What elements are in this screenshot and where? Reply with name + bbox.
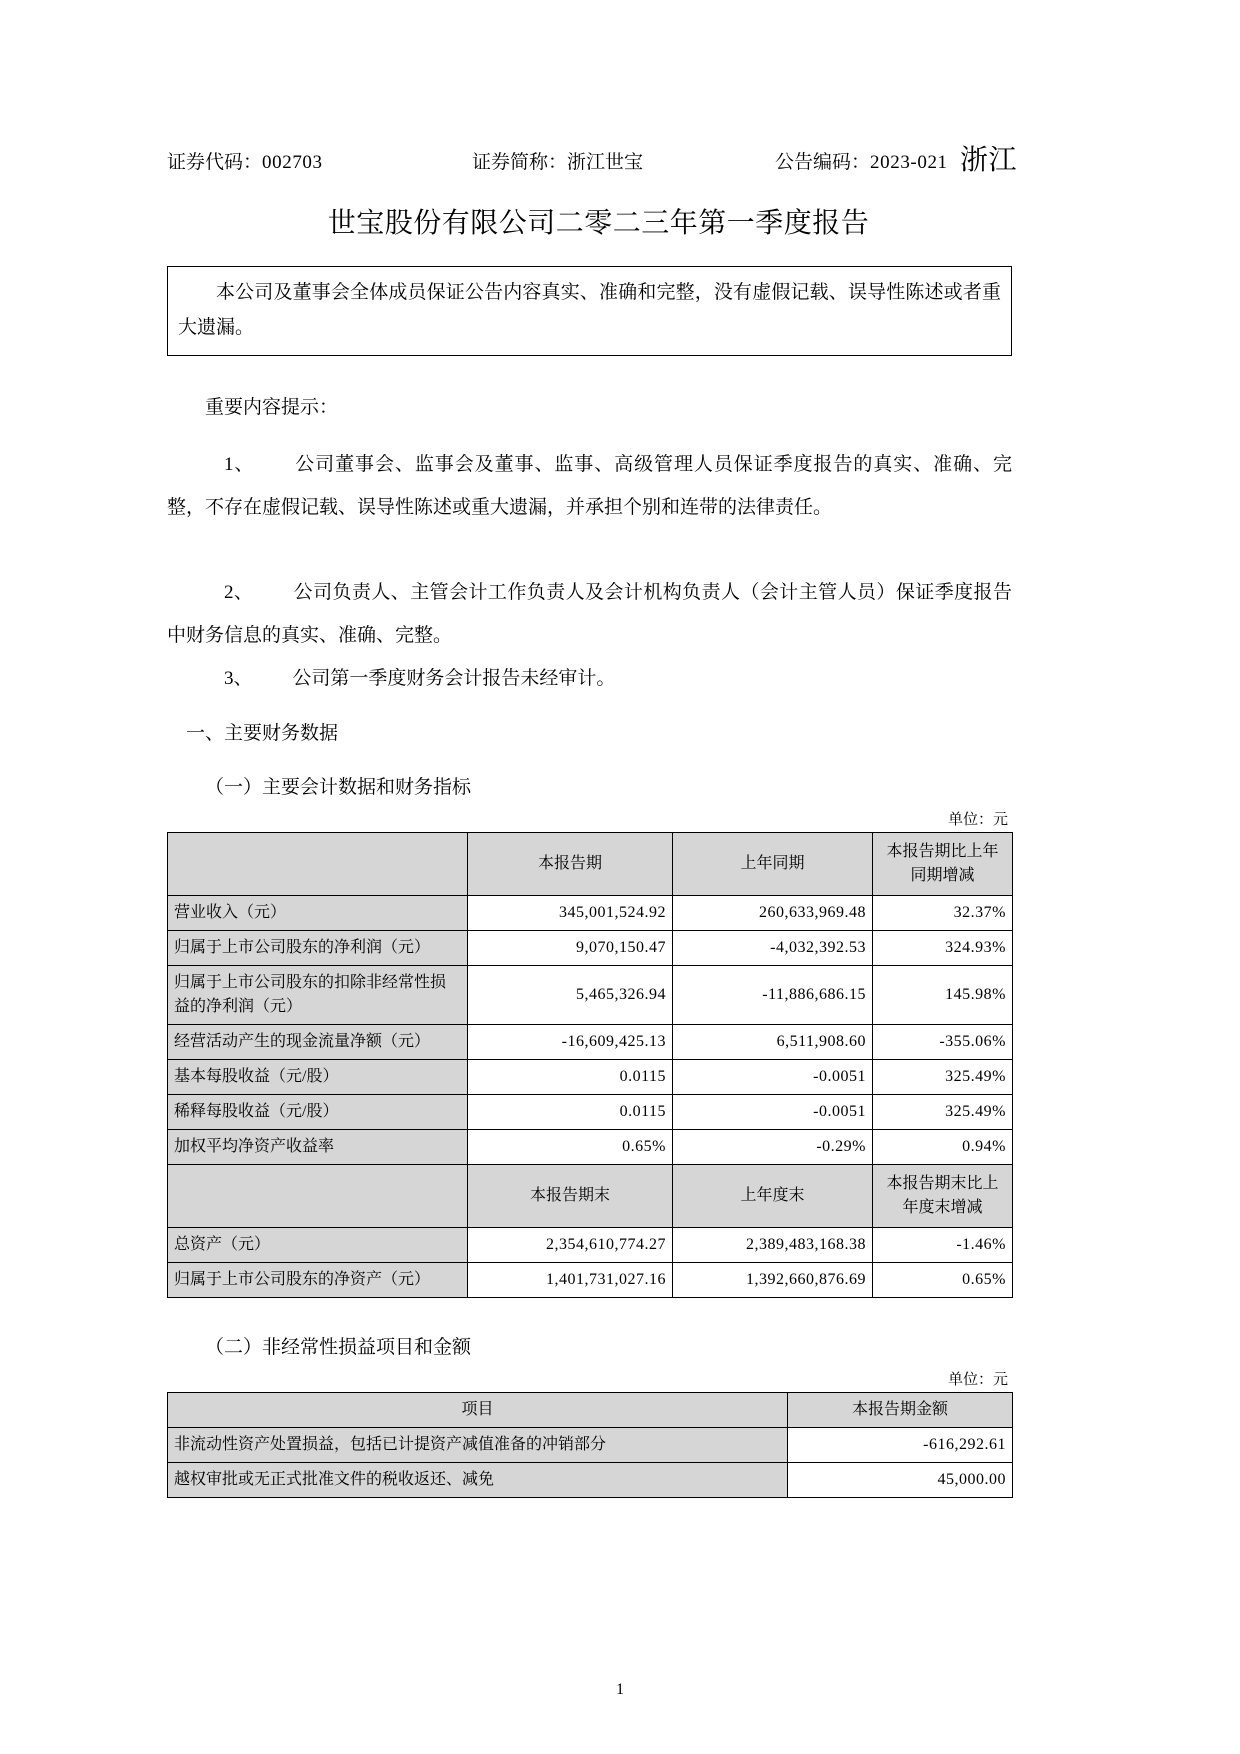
row-current-value: 0.0115 — [468, 1095, 673, 1130]
row-previous-value: -0.29% — [673, 1130, 873, 1165]
table2-header-amount: 本报告期金额 — [788, 1393, 1013, 1428]
row-label: 加权平均净资产收益率 — [168, 1130, 468, 1165]
table-header-change: 本报告期比上年同期增减 — [873, 833, 1013, 896]
row-label: 归属于上市公司股东的净利润（元） — [168, 931, 468, 966]
row-previous-value: -4,032,392.53 — [673, 931, 873, 966]
row-item: 非流动性资产处置损益，包括已计提资产减值准备的冲销部分 — [168, 1428, 788, 1463]
row-current-value: 5,465,326.94 — [468, 966, 673, 1025]
row-change-value: 32.37% — [873, 896, 1013, 931]
table-row — [168, 1228, 1013, 1263]
row-change-value: 325.49% — [873, 1095, 1013, 1130]
table-header-current-period-end: 本报告期末 — [468, 1165, 673, 1228]
row-previous-value: 2,389,483,168.38 — [673, 1228, 873, 1263]
table-row — [168, 1095, 1013, 1130]
row-current-value: 0.0115 — [468, 1060, 673, 1095]
row-current-value: 345,001,524.92 — [468, 896, 673, 931]
row-item: 越权审批或无正式批准文件的税收返还、减免 — [168, 1463, 788, 1498]
row-current-value: 1,401,731,027.16 — [468, 1263, 673, 1298]
table-header-row-period-end — [168, 1165, 1013, 1228]
row-current-value: -16,609,425.13 — [468, 1025, 673, 1060]
announcement-number — [775, 148, 948, 178]
row-previous-value: 260,633,969.48 — [673, 896, 873, 931]
table-row — [168, 1428, 1013, 1463]
notice-item-3 — [167, 657, 1012, 700]
security-code — [167, 148, 323, 178]
responsibility-statement-text: 本公司及董事会全体成员保证公告内容真实、准确和完整，没有虚假记载、误导性陈述或者重大遗漏。 — [178, 282, 1001, 338]
row-change-value: -1.46% — [873, 1228, 1013, 1263]
row-label: 总资产（元） — [168, 1228, 468, 1263]
row-amount: -616,292.61 — [788, 1428, 1013, 1463]
table-row — [168, 1060, 1013, 1095]
security-abbr-label: 证券简称： — [472, 152, 568, 173]
security-abbreviation — [472, 148, 643, 178]
notice-item-1-number: 1、 — [224, 454, 255, 475]
notice-heading: 重要内容提示： — [205, 397, 339, 418]
notice-item-1-text: 公司董事会、监事会及董事、监事、高级管理人员保证季度报告的真实、准确、完整，不存在虚假记载、误导性陈述或重大遗漏，并承担个别和连带的法律责任。 — [167, 454, 1012, 518]
notice-item-2-text: 公司负责人、主管会计工作负责人及会计机构负责人（会计主管人员）保证季度报告中财务信息的真实、准确、完整。 — [167, 582, 1012, 646]
responsibility-statement-box — [167, 266, 1012, 356]
row-label: 稀释每股收益（元/股） — [168, 1095, 468, 1130]
table-header-change-2: 本报告期末比上年度末增减 — [873, 1165, 1013, 1228]
row-current-value: 0.65% — [468, 1130, 673, 1165]
table-header-blank-2 — [168, 1165, 468, 1228]
table-header-blank — [168, 833, 468, 896]
row-previous-value: -0.0051 — [673, 1060, 873, 1095]
table-row — [168, 1463, 1013, 1498]
table-row — [168, 931, 1013, 966]
page-title: 世宝股份有限公司二零二三年第一季度报告 — [327, 208, 870, 239]
unit-label-table1: 单位：元 — [947, 812, 1008, 828]
security-code-value: 002703 — [262, 152, 323, 173]
row-label: 归属于上市公司股东的净资产（元） — [168, 1263, 468, 1298]
table-header-current-period: 本报告期 — [468, 833, 673, 896]
row-current-value: 9,070,150.47 — [468, 931, 673, 966]
subsection-heading-non-recurring: （二）非经常性损益项目和金额 — [205, 1337, 472, 1358]
section-heading-financial-data: 一、主要财务数据 — [186, 723, 339, 744]
notice-item-1 — [167, 443, 1012, 529]
subsection-heading-key-accounting-data: （一）主要会计数据和财务指标 — [205, 777, 472, 798]
security-code-label: 证券代码： — [167, 152, 263, 173]
row-previous-value: -0.0051 — [673, 1095, 873, 1130]
row-previous-value: 6,511,908.60 — [673, 1025, 873, 1060]
table-row — [168, 966, 1013, 1025]
non-recurring-items-table — [167, 1392, 1013, 1498]
table-row — [168, 1263, 1013, 1298]
row-previous-value: -11,886,686.15 — [673, 966, 873, 1025]
row-label: 营业收入（元） — [168, 896, 468, 931]
table-header-previous-year-end: 上年度末 — [673, 1165, 873, 1228]
page-content — [167, 0, 1018, 1498]
row-label: 基本每股收益（元/股） — [168, 1060, 468, 1095]
row-amount: 45,000.00 — [788, 1463, 1013, 1498]
table-header-previous-period: 上年同期 — [673, 833, 873, 896]
row-change-value: 0.65% — [873, 1263, 1013, 1298]
document-header — [167, 145, 1018, 182]
security-abbr-value: 浙江世宝 — [567, 152, 644, 173]
page-number: 1 — [616, 1681, 624, 1698]
row-label: 归属于上市公司股东的扣除非经常性损益的净利润（元） — [168, 966, 468, 1025]
row-change-value: 145.98% — [873, 966, 1013, 1025]
unit-label-table2: 单位：元 — [947, 1372, 1008, 1388]
row-change-value: 325.49% — [873, 1060, 1013, 1095]
row-change-value: -355.06% — [873, 1025, 1013, 1060]
announcement-label: 公告编码： — [775, 152, 871, 173]
row-current-value: 2,354,610,774.27 — [468, 1228, 673, 1263]
row-label: 经营活动产生的现金流量净额（元） — [168, 1025, 468, 1060]
row-change-value: 0.94% — [873, 1130, 1013, 1165]
table2-header-item: 项目 — [168, 1393, 788, 1428]
notice-item-3-number: 3、 — [224, 668, 253, 689]
row-change-value: 324.93% — [873, 931, 1013, 966]
table2-header-row — [168, 1393, 1013, 1428]
table-row — [168, 1025, 1013, 1060]
table-row — [168, 896, 1013, 931]
key-financial-indicators-table — [167, 832, 1013, 1298]
table-header-row — [168, 833, 1013, 896]
announcement-value: 2023-021 — [870, 152, 948, 173]
notice-item-2 — [167, 571, 1012, 657]
notice-item-3-text: 公司第一季度财务会计报告未经审计。 — [292, 668, 616, 689]
notice-item-2-number: 2、 — [224, 582, 254, 603]
table-row — [168, 1130, 1013, 1165]
row-previous-value: 1,392,660,876.69 — [673, 1263, 873, 1298]
title-leading-run: 浙江 — [960, 145, 1018, 176]
